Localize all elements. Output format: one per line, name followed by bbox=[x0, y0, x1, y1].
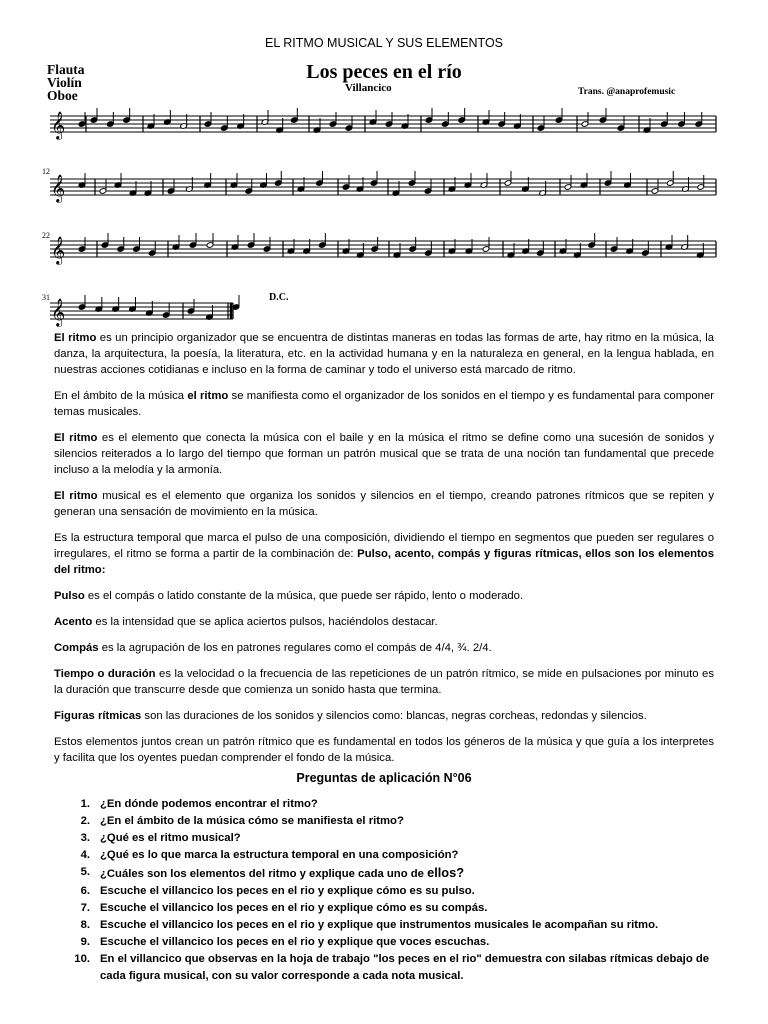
treble-clef-icon: 𝄞 bbox=[51, 174, 66, 202]
staff-notation bbox=[0, 55, 768, 330]
instrument-name: Oboe bbox=[47, 88, 78, 103]
question-item: 3. ¿Qué es el ritmo musical? bbox=[80, 832, 241, 844]
question-item: 7. Escuche el villancico los peces en el rio y explique cómo es su compás. bbox=[80, 902, 488, 914]
question-item: 8. Escuche el villancico los peces en el rio y explique que instrumentos musicales le acompañan su ritmo. bbox=[80, 919, 659, 931]
question-item: 2. ¿En el ámbito de la música cómo se manifiesta el ritmo? bbox=[80, 815, 404, 827]
question-item: 10. En el villancico que observas en la hoja de trabajo "los peces en el rio" demuestra con silabas rítmicas debajo de cada figura musical, con su valor corresponde a cada nota musical. bbox=[74, 953, 710, 982]
paragraph: Es la estructura temporal que marca el pulso de una composición, dividiendo el tiempo en segmentos que pueden ser regulares o irregulares, el ritmo se forma a partir de la combinación de: Pulso, acento, compás y figuras rítmicas, ellos son los elementos del ritmo: bbox=[54, 532, 714, 576]
measure-number: 12 bbox=[42, 167, 50, 176]
music-score bbox=[0, 55, 768, 330]
da-capo-mark: D.C. bbox=[269, 292, 289, 303]
question-item: 1. ¿En dónde podemos encontrar el ritmo? bbox=[80, 798, 318, 810]
paragraph: Acento es la intensidad que se aplica aciertos pulsos, haciéndolos destacar. bbox=[54, 616, 438, 628]
document-title: EL RITMO MUSICAL Y SUS ELEMENTOS bbox=[264, 36, 504, 50]
transcription-credit: Trans. @anaprofemusic bbox=[578, 87, 676, 97]
paragraph: El ritmo es un principio organizador que se encuentra de distintas maneras en todas las formas de arte, hay ritmo en la música, la danza, la arquitectura, la poesía, la literatura, etc. en la actividad humana y en la naturaleza en general, en la lengua hablada, en nuestras acciones cotidianas e incluso en la forma de caminar y todo el universo está marcado de ritmo. bbox=[54, 332, 714, 376]
paragraph: Figuras rítmicas son las duraciones de los sonidos y silencios como: blancas, negras corcheas, redondas y silencios. bbox=[54, 710, 647, 722]
treble-clef-icon: 𝄞 bbox=[51, 111, 66, 139]
measure-number: 31 bbox=[42, 293, 50, 302]
question-item: 4. ¿Qué es lo que marca la estructura temporal en una composición? bbox=[80, 849, 459, 861]
question-item: 6. Escuche el villancico los peces en el rio y explique cómo es su pulso. bbox=[80, 885, 475, 897]
paragraph: Estos elementos juntos crean un patrón rítmico que es fundamental en todos los géneros de la música y que guía a los interpretes y facilita que los oyentes puedan comprender el fondo de la música. bbox=[54, 736, 714, 764]
instrument-name: Violín bbox=[47, 75, 82, 90]
paragraph: El ritmo musical es el elemento que organiza los sonidos y silencios en el tiempo, creando patrones rítmicos que se repiten y generan una sensación de movimiento en la música. bbox=[54, 490, 714, 518]
paragraph: Tiempo o duración es la velocidad o la frecuencia de las repeticiones de un patrón rítmico, se mide en pulsaciones por minuto es la duración que transcurre desde que comienza un sonido hasta que termina. bbox=[54, 668, 714, 696]
measure-number: 22 bbox=[42, 231, 50, 240]
instrument-name: Flauta bbox=[47, 62, 85, 77]
treble-clef-icon: 𝄞 bbox=[51, 298, 66, 326]
piece-title: Los peces en el río bbox=[306, 61, 462, 83]
paragraph: Pulso es el compás o latido constante de la música, que puede ser rápido, lento o moderado. bbox=[54, 590, 524, 602]
piece-subtitle: Villancico bbox=[345, 82, 392, 94]
body-text bbox=[54, 330, 714, 776]
question-item: 5. ¿Cuáles son los elementos del ritmo y explique cada uno de ellos? bbox=[80, 865, 465, 880]
paragraph: Compás es la agrupación de los en patrones regulares como el compás de 4/4, ¾. 2/4. bbox=[54, 642, 492, 654]
questions-list bbox=[60, 796, 720, 985]
paragraph: En el ámbito de la música el ritmo se manifiesta como el organizador de los sonidos en el tiempo y es fundamental para componer temas musicales. bbox=[54, 390, 715, 418]
treble-clef-icon: 𝄞 bbox=[51, 236, 66, 264]
paragraph: El ritmo es el elemento que conecta la música con el baile y en la música el ritmo se define como una sucesión de sonidos y silencios reiterados a lo largo del tiempo que forman un patrón musical que se trata de una noción tan fundamental que precede incluso a la melodía y la armonía. bbox=[54, 432, 714, 476]
questions-title: Preguntas de aplicación N°06 bbox=[296, 771, 472, 785]
question-item: 9. Escuche el villancico los peces en el rio y explique que voces escuchas. bbox=[80, 936, 490, 948]
